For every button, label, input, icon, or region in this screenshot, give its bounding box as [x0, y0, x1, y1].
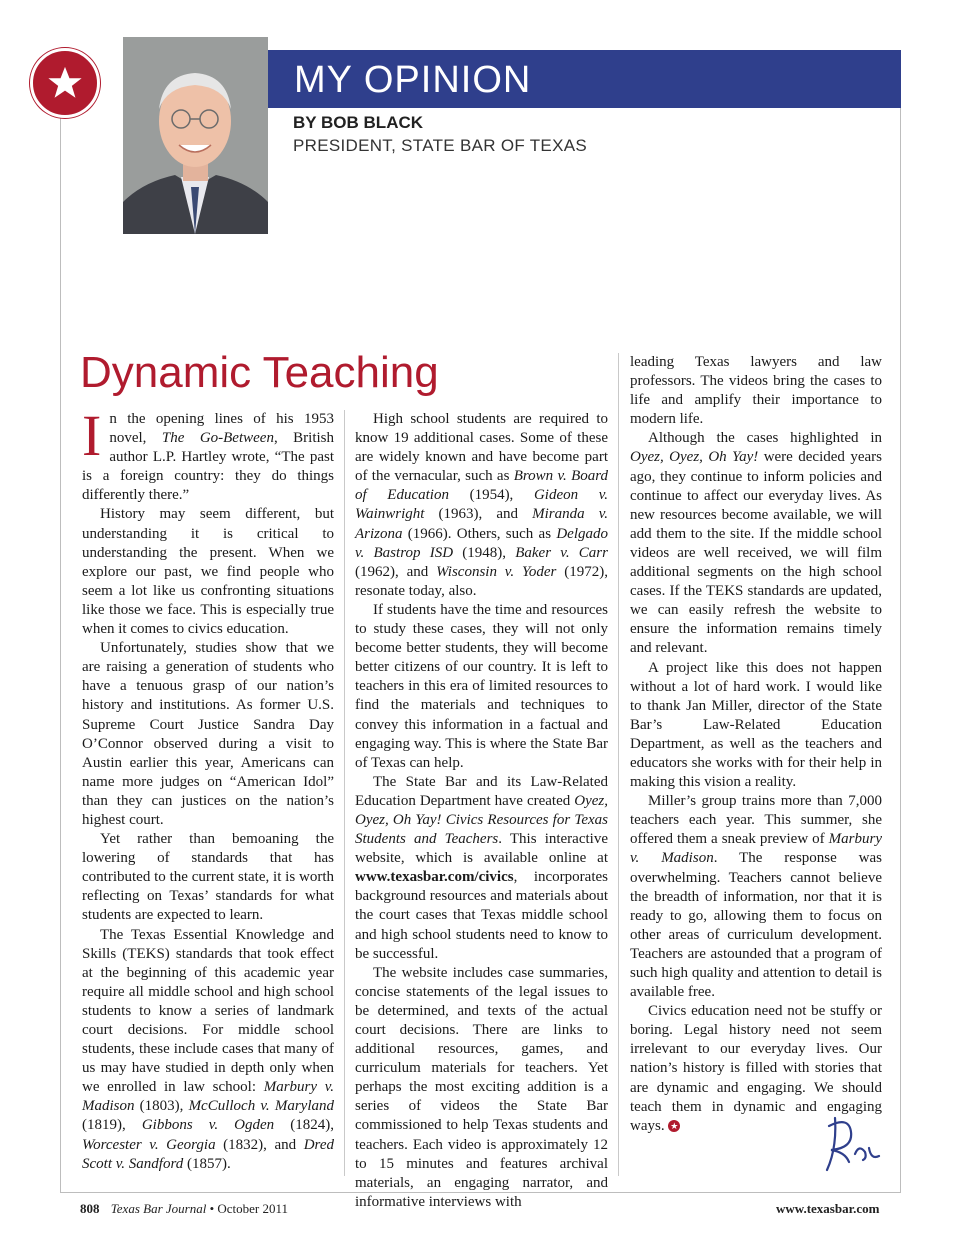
- paragraph: leading Texas lawyers and law professors. The videos bring the cases to life and amplify their importance to modern life.: [630, 354, 882, 428]
- page-number: 808: [80, 1201, 100, 1216]
- author-role: PRESIDENT, STATE BAR OF TEXAS: [293, 136, 587, 155]
- article-column-2: [355, 410, 608, 1212]
- paragraph: In the opening lines of his 1953 novel, The Go-Between, British author L.P. Hartley wrote, “The past is a foreign country: they do things differently there.”: [82, 403, 334, 504]
- article-title: Dynamic Teaching: [80, 348, 439, 397]
- paragraph: Although the cases highlighted in Oyez, Oyez, Oh Yay! were decided years ago, they continue to inform policies and continue to affect our everyday lives. As new resources become available, we will add them to the site. If the middle school videos are well received, we will film additional segments on the high school cases. If the TEKS standards are updated, we can easily refresh the website to ensure the information remains timely and relevant.: [630, 430, 883, 657]
- paragraph: Civics education need not be stuffy or boring. Legal history need not seem irrelevant to our everyday lives. Our nation’s history is filled with stories that are dynamic and engaging. We should teach them in dynamic and engaging ways. ★: [630, 1003, 882, 1134]
- end-mark-icon: ★: [670, 1120, 679, 1131]
- column-divider: [344, 410, 345, 1176]
- footer: [80, 1201, 288, 1217]
- paragraph: The State Bar and its Law-Related Education Department have created Oyez, Oyez, Oh Yay! Civics Resources for Texas Students and Teachers. This interactive website, which is available online at www.texasbar.com/civics, incorporates background resources and materials about the court cases that Texas middle school and high school students need to know to be successful.: [355, 773, 608, 962]
- paragraph: If students have the time and resources to study these cases, they will not only become better students, they will become better citizens of our country. It is left to teachers in this era of limited resources to find the materials and techniques to convey this information in a factual and engaging way. This is where the State Bar of Texas can help.: [355, 601, 608, 771]
- paragraph: A project like this does not happen without a lot of hard work. I would like to thank Jan Miller, director of the State Bar’s Law-Related Education Department, as well as the teachers and educators she works with for their help in making this vision a reality.: [630, 659, 882, 791]
- signature-icon: [815, 1108, 885, 1178]
- footer-url-link[interactable]: www.texasbar.com: [776, 1201, 880, 1216]
- star-badge-icon: [30, 48, 100, 118]
- drop-cap: I: [82, 403, 102, 468]
- section-title: MY OPINION: [294, 59, 532, 101]
- article-column-3: [630, 353, 882, 1136]
- paragraph: The Texas Essential Knowledge and Skills (TEKS) standards that took effect at the beginning of this academic year require all middle school and high school students to know a series of landmark court decisions. For middle school students, these include cases that many of us may have studied in depth only when we enrolled in law school: Marbury v. Madison (1803), McCulloch v. Maryland (1819), Gibbons v. Ogden (1824), Worcester v. Georgia (1832), and Dred Scott v. Sandford (1857).: [82, 926, 335, 1172]
- section-header-band: [268, 50, 901, 108]
- author-photo: [123, 37, 268, 234]
- paragraph: High school students are required to know 19 additional cases. Some of these are widely known and have become part of the vernacular, such as Brown v. Board of Education (1954), Gideon v. Wainwright (1963), and Miranda v. Arizona (1966). Others, such as Delgado v. Bastrop ISD (1948), Baker v. Carr (1962), and Wisconsin v. Yoder (1972), resonate today, also.: [355, 411, 609, 599]
- article-column-1: [82, 403, 335, 1174]
- byline-block: [293, 112, 587, 158]
- paragraph: History may seem different, but understanding it is critical to understanding the present. When we explore our past, we find people who seem a lot like us confronting situations like those we face. This is especially true when it comes to civics education.: [82, 506, 334, 638]
- issue-date: October 2011: [217, 1201, 289, 1216]
- journal-name: Texas Bar Journal: [110, 1201, 207, 1216]
- byline: BY BOB BLACK: [293, 113, 424, 132]
- portrait-illustration: [123, 37, 268, 234]
- paragraph: Yet rather than bemoaning the lowering of standards that has contributed to the current state, it is worth reflecting on Texas’ standards for what students are expected to learn.: [82, 831, 334, 924]
- column-divider: [618, 353, 619, 1176]
- footer-separator: •: [209, 1201, 215, 1216]
- paragraph: Miller’s group trains more than 7,000 teachers each year. This summer, she offered them a sneak preview of Marbury v. Madison. The response was overwhelming. Teachers cannot believe the breadth of information, nor that it is ready to go, allowing them to focus on other areas of curriculum development. Teachers are astounded that a program of such high quality and attention to detail is available free.: [630, 793, 882, 1001]
- paragraph: Unfortunately, studies show that we are raising a generation of students who have a tenuous grasp of our nation’s history and institutions. As former U.S. Supreme Court Justice Sandra Day O’Connor observed during a visit to Austin earlier this year, Americans can name more judges on “American Idol” than they can justices on the nation’s highest court.: [82, 640, 334, 828]
- paragraph: The website includes case summaries, concise statements of the legal issues to be determined, and texts of the actual court decisions. There are links to additional resources, games, and curriculum materials for teachers. Yet perhaps the most exciting addition is a series of videos the State Bar commissioned to help Texas students and teachers. Each video is approximately 12 to 15 minutes and features archival materials, an engaging narrator, and informative interviews with: [355, 964, 608, 1210]
